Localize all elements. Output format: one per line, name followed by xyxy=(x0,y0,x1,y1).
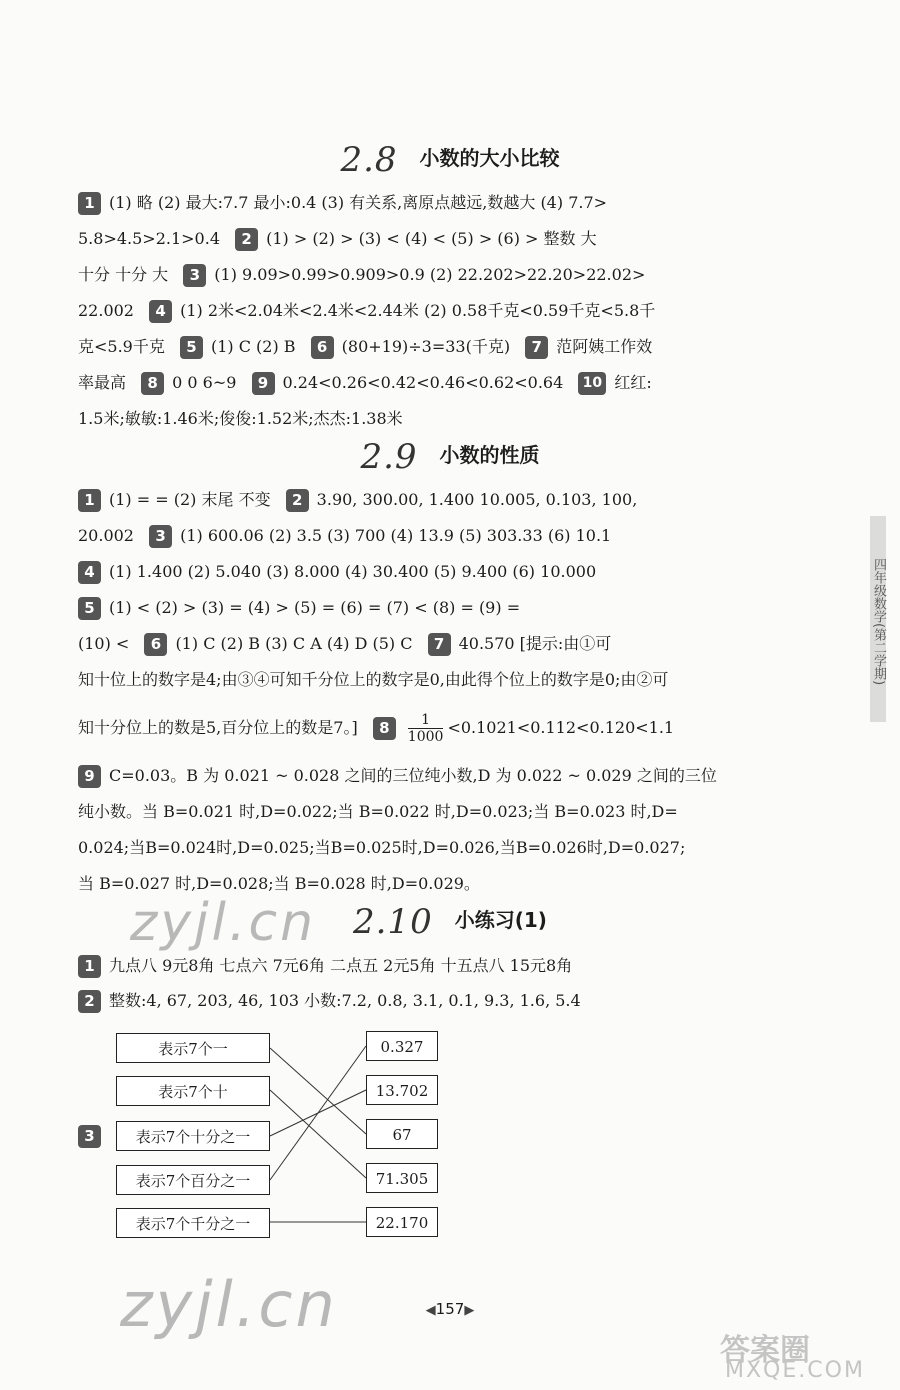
section-name: 小数的大小比较 xyxy=(419,146,560,170)
page-number-text: 157 xyxy=(435,1300,465,1318)
question-badge-3: 3 xyxy=(78,1125,101,1148)
answer-text: 20.002 xyxy=(78,526,134,545)
watermark: zyjl.cn xyxy=(120,1268,338,1341)
answer-text: (10) < xyxy=(78,634,130,653)
answer-text: (1) 1.400 (2) 5.040 (3) 8.000 (4) 30.400 (5) 9.400 (6) 10.000 xyxy=(109,562,597,581)
question-badge-1: 1 xyxy=(78,489,101,512)
answer-text: 十分 十分 大 xyxy=(78,265,169,284)
watermark-url: MXQE.COM xyxy=(725,1358,865,1383)
answer-text: C=0.03。B 为 0.021 ~ 0.028 之间的三位纯小数,D 为 0.022 ~ 0.029 之间的三位 xyxy=(109,766,717,785)
question-badge-2: 2 xyxy=(286,489,309,512)
fraction-denominator: 1000 xyxy=(407,729,444,745)
match-left-box: 表示7个一 xyxy=(116,1033,270,1063)
match-right-box: 71.305 xyxy=(366,1163,438,1193)
answer-text: 0.24<0.26<0.42<0.46<0.62<0.64 xyxy=(282,373,564,392)
answer-text: (1) 2米<2.04米<2.4米<2.44米 (2) 0.58千克<0.59千克<5.8千 xyxy=(180,301,656,320)
match-line xyxy=(270,1090,366,1178)
answer-text: 红红: xyxy=(614,373,652,392)
question-badge-7: 7 xyxy=(525,336,548,359)
match-left-box: 表示7个百分之一 xyxy=(116,1165,270,1195)
page-number xyxy=(0,1300,900,1318)
answer-text: <0.1021<0.112<0.120<1.1 xyxy=(447,718,675,737)
answer-text: (1) < (2) > (3) = (4) > (5) = (6) = (7) < (8) = (9) = xyxy=(109,598,521,617)
fraction-numerator: 1 xyxy=(421,712,431,728)
section-name: 小练习(1) xyxy=(454,908,547,932)
section-number: 2.9 xyxy=(360,437,418,477)
watermark: zyjl.cn xyxy=(130,893,317,953)
answer-text: 1.5米;敏敏:1.46米;俊俊:1.52米;杰杰:1.38米 xyxy=(78,409,403,428)
question-badge-1: 1 xyxy=(78,955,101,978)
answer-text: (1) 600.06 (2) 3.5 (3) 700 (4) 13.9 (5) 303.33 (6) 10.1 xyxy=(180,526,612,545)
question-badge-4: 4 xyxy=(149,300,172,323)
answer-text: 40.570 [提示:由①可 xyxy=(458,634,612,653)
question-badge-10: 10 xyxy=(578,372,606,395)
match-right-box: 13.702 xyxy=(366,1075,438,1105)
question-badge-1: 1 xyxy=(78,192,101,215)
answer-text: (1) 9.09>0.99>0.909>0.9 (2) 22.202>22.20>22.02> xyxy=(214,265,646,284)
match-left-box: 表示7个十分之一 xyxy=(116,1121,270,1151)
match-line xyxy=(270,1046,366,1180)
answer-text: 当 B=0.027 时,D=0.028;当 B=0.028 时,D=0.029。 xyxy=(78,874,480,893)
question-badge-9: 9 xyxy=(252,372,275,395)
question-badge-8: 8 xyxy=(373,717,396,740)
arrow-right-icon: ▶ xyxy=(464,1303,475,1318)
match-right-box: 0.327 xyxy=(366,1031,438,1061)
question-badge-8: 8 xyxy=(141,372,164,395)
question-badge-2: 2 xyxy=(235,228,258,251)
match-right-box: 67 xyxy=(366,1119,438,1149)
section-number: 2.10 xyxy=(353,902,433,942)
question-badge-3: 3 xyxy=(149,525,172,548)
answer-text: 3.90, 300.00, 1.400 10.005, 0.103, 100, xyxy=(316,490,638,509)
arrow-left-icon: ◀ xyxy=(425,1303,436,1318)
side-tab: 四年级数学(第二学期) xyxy=(870,516,886,722)
section-name: 小数的性质 xyxy=(439,443,540,467)
answer-text: 率最高 xyxy=(78,373,127,392)
question-badge-3: 3 xyxy=(183,264,206,287)
answer-text: 22.002 xyxy=(78,301,134,320)
answer-text: 整数:4, 67, 203, 46, 103 小数:7.2, 0.8, 3.1, 0.1, 9.3, 1.6, 5.4 xyxy=(109,991,581,1010)
answer-text: (1) C (2) B (3) C A (4) D (5) C xyxy=(175,634,413,653)
answer-text: (80+19)÷3=33(千克) xyxy=(341,337,511,356)
match-line xyxy=(270,1048,366,1134)
answer-text: 5.8>4.5>2.1>0.4 xyxy=(78,229,220,248)
question-badge-2: 2 xyxy=(78,990,101,1013)
match-left-box: 表示7个千分之一 xyxy=(116,1208,270,1238)
answer-text: (1) C (2) B xyxy=(210,337,296,356)
answer-text: 纯小数。当 B=0.021 时,D=0.022;当 B=0.022 时,D=0.023;当 B=0.023 时,D= xyxy=(78,802,678,821)
answer-text: 知十分位上的数是5,百分位上的数是7。] xyxy=(78,718,358,737)
answer-text: (1) = = (2) 末尾 不变 xyxy=(109,490,271,509)
answer-text: (1) > (2) > (3) < (4) < (5) > (6) > 整数 大 xyxy=(266,229,597,248)
answer-text: 知十位上的数字是4;由③④可知千分位上的数字是0,由此得个位上的数字是0;由②可 xyxy=(78,670,669,689)
answer-text: 0.024;当B=0.024时,D=0.025;当B=0.025时,D=0.026,当B=0.026时,D=0.027; xyxy=(78,838,686,857)
section-number: 2.8 xyxy=(340,140,398,180)
answer-text: (1) 略 (2) 最大:7.7 最小:0.4 (3) 有关系,离原点越远,数越大 (4) 7.7> xyxy=(109,193,608,212)
question-badge-7: 7 xyxy=(428,633,451,656)
question-badge-9: 9 xyxy=(78,765,101,788)
question-badge-6: 6 xyxy=(311,336,334,359)
question-badge-5: 5 xyxy=(78,597,101,620)
answer-text: 范阿姨工作效 xyxy=(556,337,653,356)
question-badge-5: 5 xyxy=(180,336,203,359)
question-badge-6: 6 xyxy=(144,633,167,656)
question-badge-4: 4 xyxy=(78,561,101,584)
answer-text: 九点八 9元8角 七点六 7元6角 二点五 2元5角 十五点八 15元8角 xyxy=(109,956,573,975)
match-left-box: 表示7个十 xyxy=(116,1076,270,1106)
answer-text: 0 0 6~9 xyxy=(172,373,237,392)
match-right-box: 22.170 xyxy=(366,1207,438,1237)
answer-text: 克<5.9千克 xyxy=(78,337,165,356)
watermark-logo: 答案圈 xyxy=(720,1333,810,1368)
